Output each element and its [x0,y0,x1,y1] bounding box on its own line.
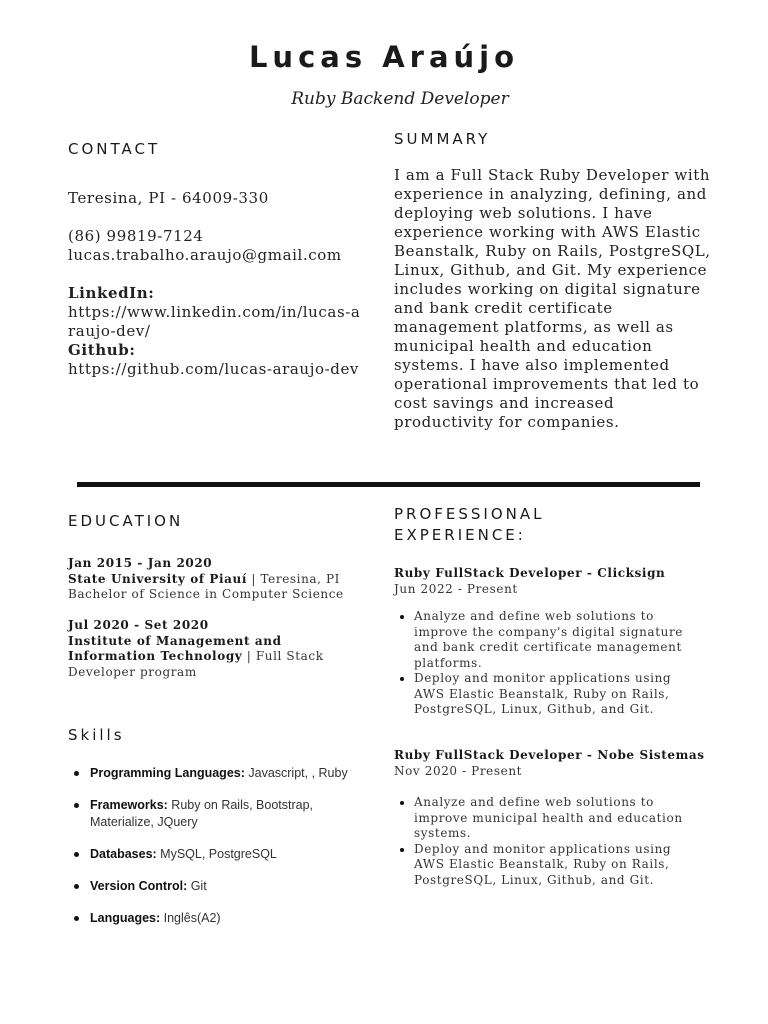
section-divider [77,482,700,487]
job-dates: Jun 2022 - Present [394,581,518,596]
education-institution-cont: Information Technology [68,649,243,663]
skill-value: Javascript, , Ruby [244,766,348,780]
education-institution: Institute of Management and [68,633,282,648]
skill-label: Version Control: [90,879,188,893]
summary-text: I am a Full Stack Ruby Developer with experience in analyzing, defining, and deploying web solutions. I have experience working with AWS Elastic Beanstalk, Ruby on Rails, PostgreSQL, Linux, Github, and Git. My experience includes working on digital signature and bank credit certificate management platforms, as well as municipal health and education systems. I have also implemented operational improvements that led to cost savings and increased productivity for companies. [394,166,711,431]
skill-label: Databases: [90,847,157,861]
job-bullet [394,609,694,671]
job-bullet [394,671,694,718]
skill-item [68,878,378,895]
job-bullet-text: Deploy and monitor applications using AWS Elastic Beanstalk, Ruby on Rails, PostgreSQL, Linux, Github, and Git. [414,671,672,716]
job-bullet [394,795,694,842]
education-institution: State University of Piauí [68,571,248,586]
resume-role: Ruby Backend Developer [291,89,509,109]
skill-value: MySQL, PostgreSQL [156,847,277,861]
skill-value: Ruby on Rails, Bootstrap, Materialize, JQuery [90,798,314,829]
skill-item [68,765,378,782]
job-bullet-text: Analyze and define web solutions to improve the company's digital signature and bank credit certificate management platforms. [414,609,683,670]
resume-name: Lucas Araújo [248,40,520,74]
bullet-icon [400,848,404,852]
bullet-icon [74,852,79,857]
bullet-icon [74,884,79,889]
bullet-icon [400,677,404,681]
contact-heading: CONTACT [68,140,161,158]
education-item [68,556,368,603]
skill-value: Inglês(A2) [160,911,221,925]
skill-label: Programming Languages: [90,766,245,780]
linkedin-label: LinkedIn: [68,284,155,302]
bullet-icon [400,801,404,805]
github-label: Github: [68,341,136,359]
contact-phone: (86) 99819-7124 [68,227,204,245]
education-program: Bachelor of Science in Computer Science [68,587,344,601]
bullet-icon [74,916,79,921]
experience-heading-line: EXPERIENCE: [394,526,526,544]
job-bullet-text: Analyze and define web solutions to improve municipal health and education systems. [414,795,683,840]
github-link[interactable]: https://github.com/lucas-araujo-dev [68,360,359,378]
contact-email[interactable]: lucas.trabalho.araujo@gmail.com [68,246,342,264]
education-dates: Jan 2015 - Jan 2020 [68,556,213,570]
experience-heading [394,504,545,546]
bullet-icon [74,803,79,808]
skill-label: Frameworks: [90,798,168,812]
job-bullets [394,609,694,718]
skill-value: Git [187,879,207,893]
summary-heading: SUMMARY [394,130,491,148]
contact-address: Teresina, PI - 64009-330 [68,189,269,207]
skill-item [68,910,378,927]
job-title: Ruby FullStack Developer - Clicksign [394,566,666,580]
education-dates: Jul 2020 - Set 2020 [68,618,209,632]
linkedin-link[interactable]: https://www.linkedin.com/in/lucas-araujo-dev/ [68,303,361,340]
education-program-cont: Developer program [68,664,197,679]
skill-item [68,797,378,831]
job-title: Ruby FullStack Developer - Nobe Sistemas [394,748,705,762]
skill-label: Languages: [90,911,161,925]
education-location: | Teresina, PI [247,571,341,586]
education-item [68,618,368,680]
job-bullet [394,842,694,889]
job-entry [394,748,714,888]
job-entry [394,566,714,718]
job-dates: Nov 2020 - Present [394,763,523,778]
education-institution-line [68,649,368,665]
education-program: | Full Stack [242,649,324,663]
skill-item [68,846,378,863]
bullet-icon [74,771,79,776]
skills-heading: Skills [68,726,125,744]
job-bullet-text: Deploy and monitor applications using AWS Elastic Beanstalk, Ruby on Rails, PostgreSQL, Linux, Github, and Git. [414,841,672,887]
bullet-icon [400,615,404,619]
job-bullets [394,795,694,888]
experience-heading-line: PROFESSIONAL [394,505,545,523]
education-institution-line [68,572,368,588]
skills-list [68,765,378,927]
education-heading: EDUCATION [68,512,184,530]
contact-block [68,189,378,379]
